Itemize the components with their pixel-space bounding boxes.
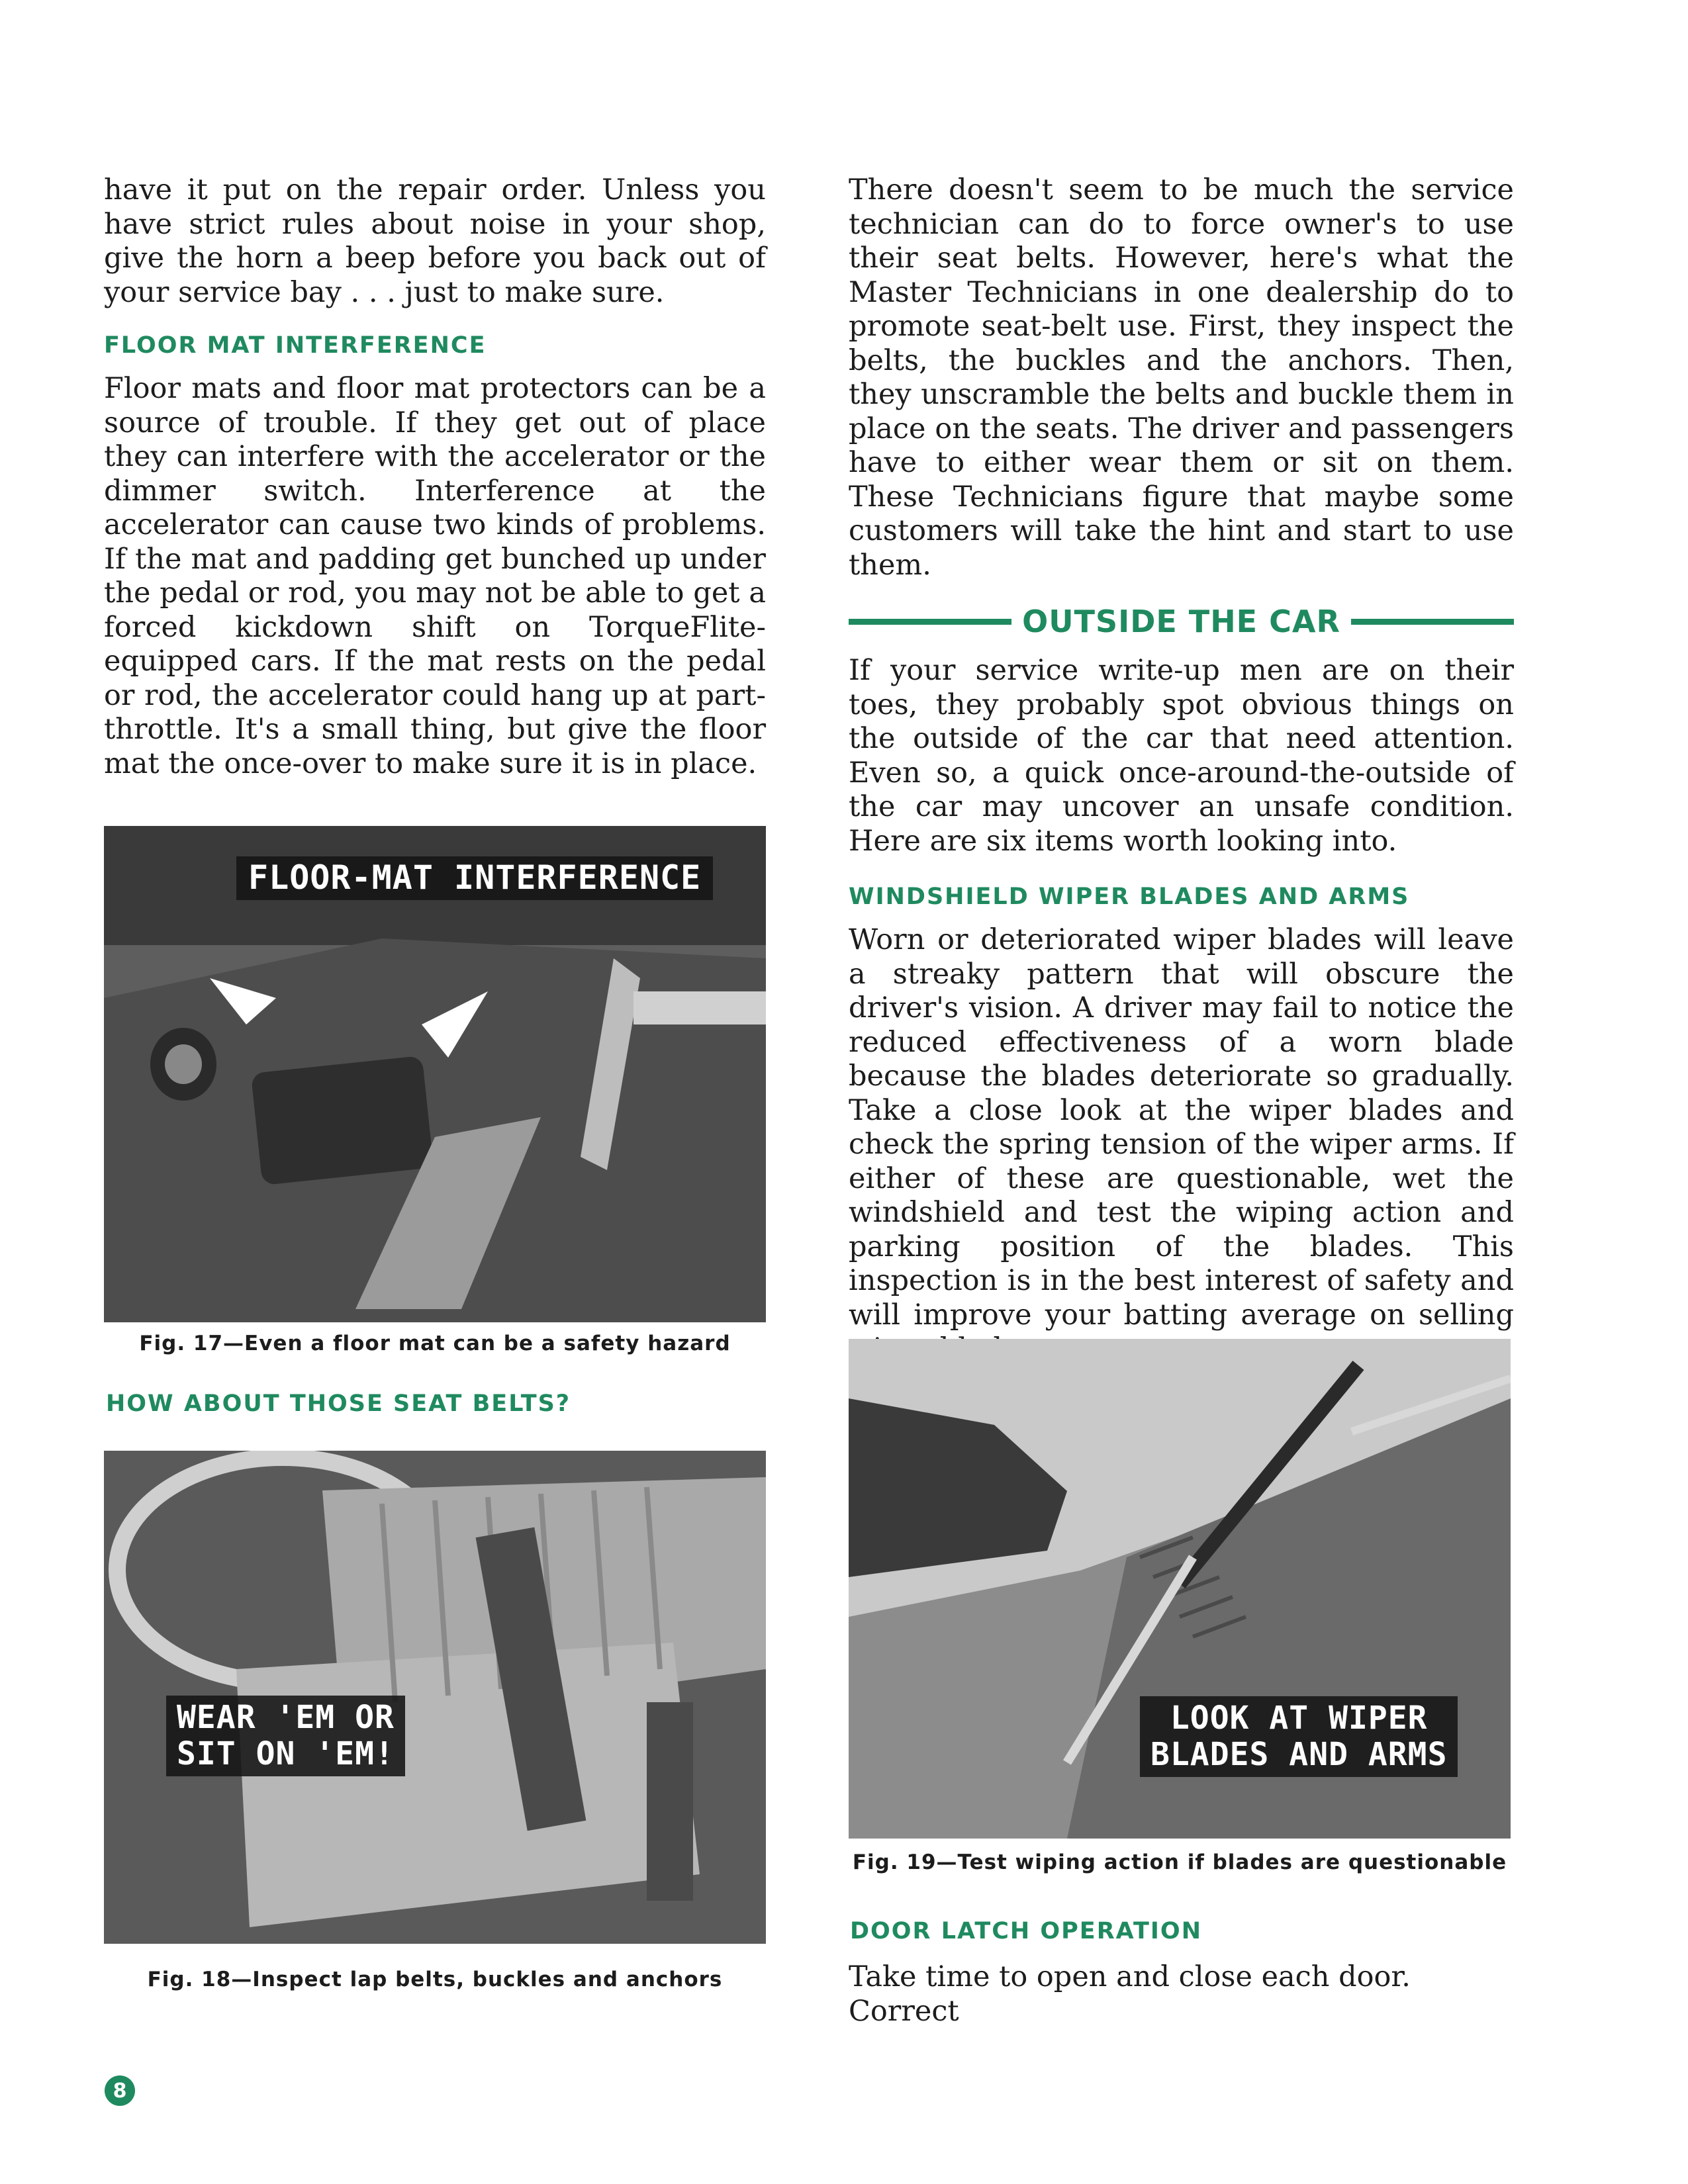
rule-right — [1351, 619, 1514, 625]
right-column — [849, 173, 1514, 1367]
fig19-caption: Fig. 19—Test wiping action if blades are questionable — [852, 1850, 1507, 1874]
fig17-photo — [104, 826, 766, 1322]
wiper-heading: WINDSHIELD WIPER BLADES AND ARMS — [849, 884, 1410, 910]
fig19-overlay-line2: BLADES AND ARMS — [1150, 1736, 1448, 1774]
floor-pedals-illustration — [104, 826, 766, 1322]
outside-car-heading — [849, 604, 1514, 639]
fig18-caption: Fig. 18—Inspect lap belts, buckles and anchors — [147, 1968, 723, 1991]
floor-mat-heading: FLOOR MAT INTERFERENCE — [104, 332, 487, 359]
door-latch-heading: DOOR LATCH OPERATION — [850, 1918, 1202, 1944]
outside-car-title: OUTSIDE THE CAR — [1022, 604, 1340, 639]
rule-left — [849, 619, 1011, 625]
fig17-overlay-label: FLOOR-MAT INTERFERENCE — [236, 856, 713, 900]
seat-belts-heading: HOW ABOUT THOSE SEAT BELTS? — [106, 1390, 571, 1417]
right-intro-paragraph: There doesn't seem to be much the service technician can do to force owner's to use their seat belts. However, here's what the Master Technicians in one dealership do to promote seat-belt use. First, they inspect the belts, the buckles and the anchors. Then, they unscramble the belts and buckle them in place on the seats. The driver and passengers have to either wear them or sit on them. These Technicians figure that maybe some customers will take the hint and start to use them. — [849, 173, 1514, 582]
floor-mat-paragraph: Floor mats and floor mat protectors can be a source of trouble. If they get out of place they can interfere with the accelerator or the dimmer switch. Interference at the accelerator can cause two kinds of problems. If the mat and padding get bunched up under the pedal or rod, you may not be able to get a forced kickdown shift on TorqueFlite-equipped cars. If the mat rests on the pedal or rod, the accelerator could hang up at part-throttle. It's a small thing, but give the floor mat the once-over to make sure it is in place. — [104, 372, 766, 780]
fig17-caption: Fig. 17—Even a floor mat can be a safety hazard — [139, 1332, 731, 1355]
fig18-overlay-line2: SIT ON 'EM! — [177, 1735, 395, 1773]
fig18-overlay-line1: WEAR 'EM OR — [177, 1699, 395, 1736]
fig18-photo — [104, 1451, 766, 1944]
left-column — [104, 173, 766, 781]
fig19-photo — [849, 1339, 1511, 1839]
fig18-overlay-label — [166, 1696, 405, 1776]
fig19-overlay-label — [1140, 1696, 1458, 1777]
outside-car-paragraph: If your service write-up men are on their toes, they probably spot obvious things on the outside of the car that need attention. Even so, a quick once-around-the-outside of the car may uncover an unsafe condition. Here are six items worth looking into. — [849, 654, 1514, 858]
page-number-badge: 8 — [105, 2075, 135, 2106]
door-latch-paragraph: Take time to open and close each door. Correct — [849, 1960, 1411, 2028]
fig19-overlay-line1: LOOK AT WIPER — [1170, 1700, 1428, 1737]
wiper-paragraph: Worn or deteriorated wiper blades will leave a streaky pattern that will obscure the driver's vision. A driver may fail to notice the reduced effectiveness of a worn blade because the blades deteriorate so gradually. Take a close look at the wiper blades and check the spring tension of the wiper arms. If either of these are questionable, wet the windshield and test the wiping action and parking position of the blades. This inspection is in the best interest of safety and will improve your batting average on selling — [849, 923, 1514, 1332]
left-intro-paragraph: have it put on the repair order. Unless you have strict rules about noise in your shop, give the horn a beep before you back out of your service bay . . . just to make sure. — [104, 173, 766, 309]
